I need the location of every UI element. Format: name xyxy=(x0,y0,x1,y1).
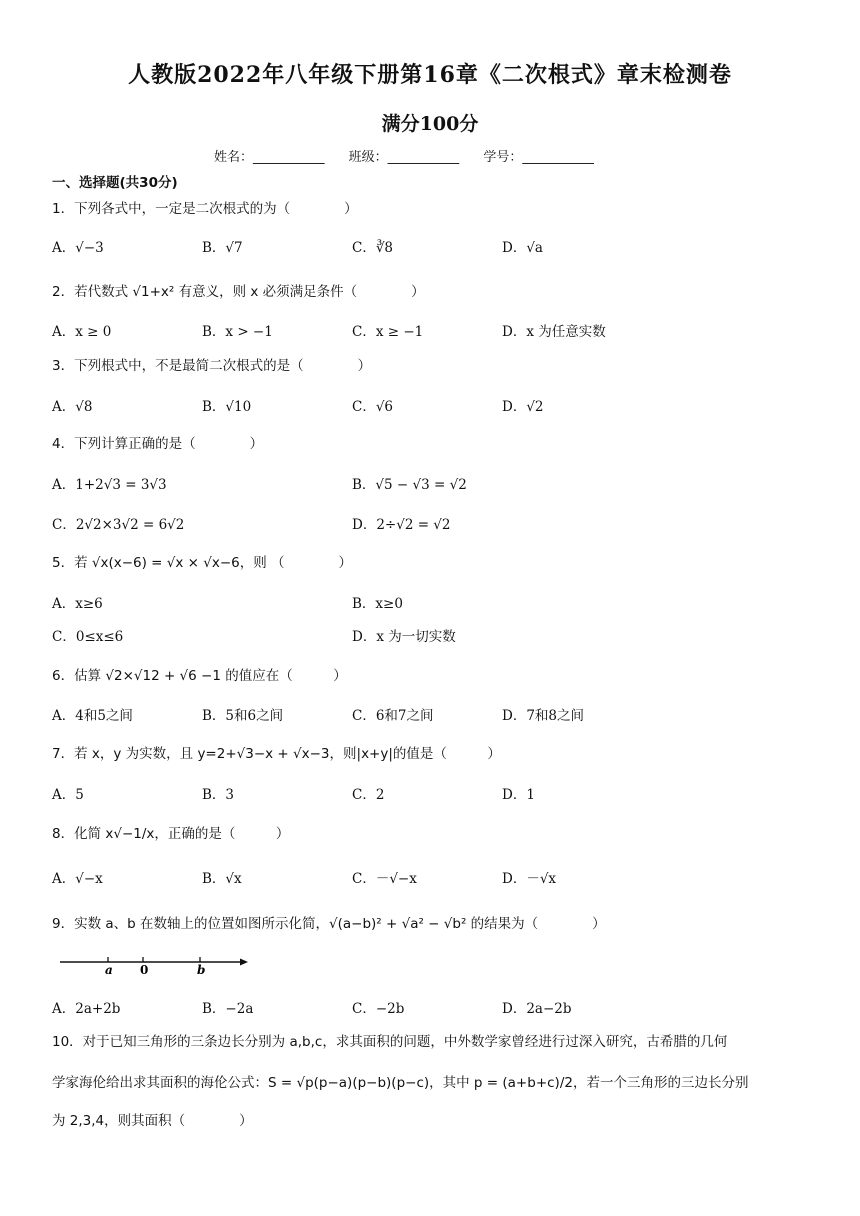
option-a[interactable]: A．5 xyxy=(52,787,84,803)
option-c[interactable]: C．x ≥ −1 xyxy=(352,324,424,340)
option-d[interactable]: D．1 xyxy=(502,787,535,803)
option-a[interactable]: A．√−x xyxy=(52,871,103,887)
name-field[interactable]: 姓名：___________ xyxy=(214,150,325,165)
option-d[interactable]: D．2÷√2 = √2 xyxy=(352,517,451,533)
option-c[interactable]: C．－√−x xyxy=(352,871,417,887)
option-c[interactable]: C．2 xyxy=(352,787,385,803)
option-a[interactable]: A．x ≥ 0 xyxy=(52,324,112,340)
option-d[interactable]: D．7和8之间 xyxy=(502,708,585,724)
option-b[interactable]: B．3 xyxy=(202,787,235,803)
option-c[interactable]: C．0≤x≤6 xyxy=(52,629,124,645)
option-b[interactable]: B．−2a xyxy=(202,1001,254,1017)
page-subtitle: 满分100分 xyxy=(381,113,479,135)
option-d[interactable]: D．√2 xyxy=(502,399,544,415)
option-a[interactable]: A．1+2√3 = 3√3 xyxy=(52,477,167,493)
option-a[interactable]: A．2a+2b xyxy=(52,1001,121,1017)
class-field[interactable]: 班级：___________ xyxy=(348,150,460,165)
option-d[interactable]: D．x 为任意实数 xyxy=(502,324,606,340)
option-d[interactable]: D．x 为一切实数 xyxy=(352,629,456,645)
label-zero: 0 xyxy=(140,963,149,977)
option-b[interactable]: B．√5 − √3 = √2 xyxy=(352,477,467,493)
option-d[interactable]: D．－√x xyxy=(502,871,557,887)
option-b[interactable]: B．x > −1 xyxy=(202,324,273,340)
arrow-right-icon xyxy=(240,959,248,966)
option-b[interactable]: B．x≥0 xyxy=(352,596,403,612)
question-stem: 2．若代数式 √1+x² 有意义，则 x 必须满足条件（ ） xyxy=(52,284,425,300)
page-title: 人教版2022年八年级下册第16章《二次根式》章末检测卷 xyxy=(128,62,732,88)
question-stem: 7．若 x，y 为实数，且 y=2+√3−x + √x−3，则|x+y|的值是（ ） xyxy=(52,746,501,762)
option-c[interactable]: C．2√2×3√2 = 6√2 xyxy=(52,517,185,533)
number-line-figure xyxy=(58,952,253,978)
section-title: 一、选择题(共30分) xyxy=(52,175,178,191)
question-stem: 6．估算 √2×√12 + √6 −1 的值应在（ ） xyxy=(52,668,347,684)
question-stem-line-1: 10．对于已知三角形的三条边长分别为 a,b,c，求其面积的问题，中外数学家曾经进行过深入研究，古希腊的几何 xyxy=(52,1034,728,1050)
question-stem: 4．下列计算正确的是（ ） xyxy=(52,436,264,452)
question-stem: 3．下列根式中，不是最简二次根式的是（ ） xyxy=(52,358,372,374)
option-c[interactable]: C．6和7之间 xyxy=(352,708,434,724)
question-stem: 1．下列各式中，一定是二次根式的为（ ） xyxy=(52,201,358,217)
label-b: b xyxy=(197,963,206,977)
id-field[interactable]: 学号：___________ xyxy=(483,150,594,165)
question-stem: 9．实数 a、b 在数轴上的位置如图所示化简，√(a−b)² + √a² − √b² 的结果为（ ） xyxy=(52,916,606,932)
question-stem: 8．化简 x√−1/x，正确的是（ ） xyxy=(52,826,290,842)
option-d[interactable]: D．√a xyxy=(502,240,543,256)
number-line-svg xyxy=(58,952,253,978)
question-stem-line-3: 为 2,3,4，则其面积（ ） xyxy=(52,1113,253,1129)
option-c[interactable]: C．√6 xyxy=(352,399,394,415)
option-a[interactable]: A．4和5之间 xyxy=(52,708,133,724)
option-d[interactable]: D．2a−2b xyxy=(502,1001,572,1017)
option-b[interactable]: B．5和6之间 xyxy=(202,708,284,724)
option-b[interactable]: B．√x xyxy=(202,871,242,887)
question-stem-line-2: 学家海伦给出求其面积的海伦公式：S = √p(p−a)(p−b)(p−c)，其中 p = (a+b+c)/2，若一个三角形的三边长分别 xyxy=(52,1075,749,1091)
student-info xyxy=(214,146,614,165)
option-a[interactable]: A．√−3 xyxy=(52,240,104,256)
label-a: a xyxy=(105,963,113,977)
option-c[interactable]: C．∛8 xyxy=(352,240,394,256)
option-b[interactable]: B．√10 xyxy=(202,399,252,415)
option-c[interactable]: C．−2b xyxy=(352,1001,405,1017)
option-b[interactable]: B．√7 xyxy=(202,240,243,256)
question-stem: 5．若 √x(x−6) = √x × √x−6，则 （ ） xyxy=(52,555,353,571)
option-a[interactable]: A．√8 xyxy=(52,399,93,415)
option-a[interactable]: A．x≥6 xyxy=(52,596,103,612)
